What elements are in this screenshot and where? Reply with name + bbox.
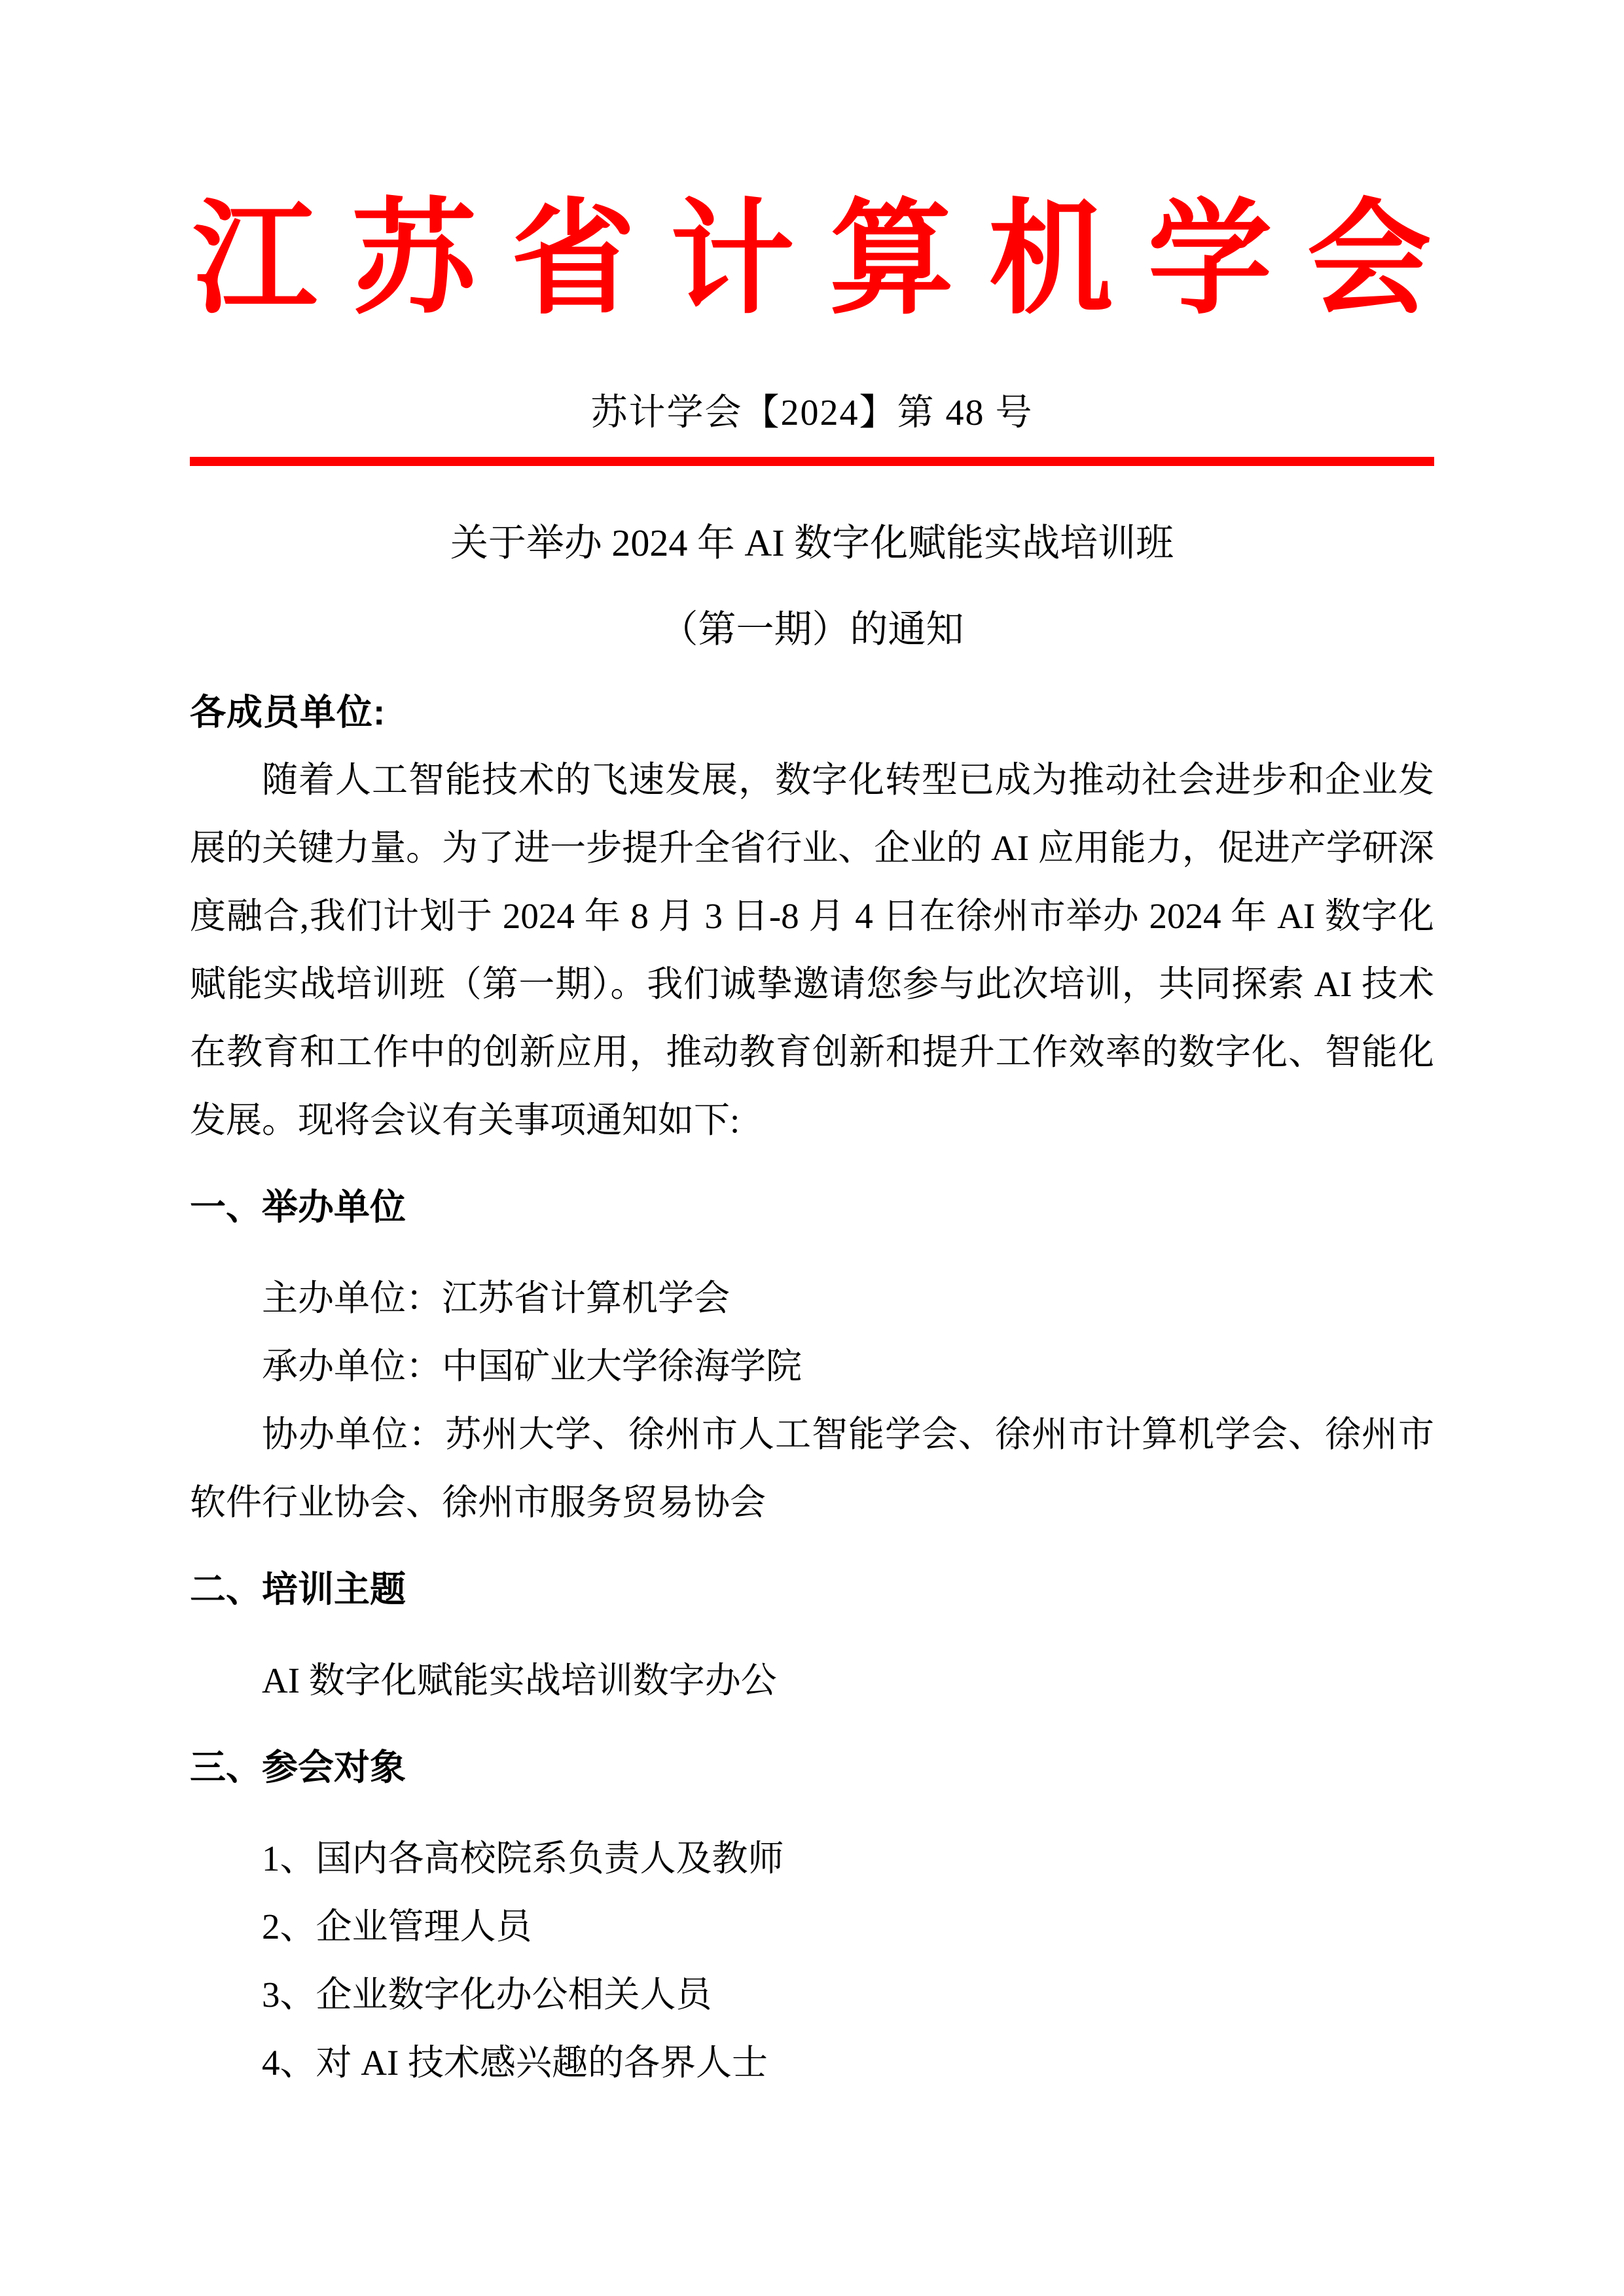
doc-title <box>0 500 1624 673</box>
doc-number: 苏计学会【2024】第 48 号 <box>590 393 1034 433</box>
organizer-line-host: 主办单位：江苏省计算机学会 <box>262 1278 731 1318</box>
organizer-line-undertaker: 承办单位：中国矿业大学徐海学院 <box>262 1346 803 1386</box>
doc-title-line1: 关于举办 2024 年 AI 数字化赋能实战培训班 <box>450 522 1174 564</box>
intro-paragraph: 随着人工智能技术的飞速发展，数字化转型已成为推动社会进步和企业发展的关键力量。为了进一步提升全省行业、企业的 AI 应用能力，促进产学研深度融合,我们计划于 2024 年 8 月 3 日-8 月 4 日在徐州市举办 2024 年 AI 数字化赋能实战培训班（第一期）。我们诚挚邀请您参与此次培训，共同探索 AI 技术在教育和工作中的创新应用，推动教育创新和提升工作效率的数字化、智能化发展。现将会议有关事项通知如下: <box>190 760 1434 1140</box>
org-title: 江苏省计算机学会 <box>192 192 1466 329</box>
attendee-item-4: 4、对 AI 技术感兴趣的各界人士 <box>262 2043 768 2083</box>
attendee-item-1: 1、国内各高校院系负责人及教师 <box>262 1839 784 1878</box>
attendee-item-2: 2、企业管理人员 <box>262 1907 532 1946</box>
training-topic-line: AI 数字化赋能实战培训数字办公 <box>262 1660 777 1700</box>
section-2-heading: 二、培训主题 <box>190 1569 406 1609</box>
red-divider <box>190 457 1434 466</box>
organizer-line-co-organizers: 协办单位：苏州大学、徐州市人工智能学会、徐州市计算机学会、徐州市软件行业协会、徐州市服务贸易协会 <box>190 1414 1434 1522</box>
section-3-heading: 三、参会对象 <box>190 1747 406 1787</box>
document-body <box>190 678 1434 2097</box>
section-1-heading: 一、举办单位 <box>190 1187 406 1227</box>
salutation: 各成员单位: <box>190 692 386 732</box>
letterhead <box>0 188 1624 466</box>
doc-title-line2: （第一期）的通知 <box>660 608 964 651</box>
attendee-item-3: 3、企业数字化办公相关人员 <box>262 1975 712 2015</box>
